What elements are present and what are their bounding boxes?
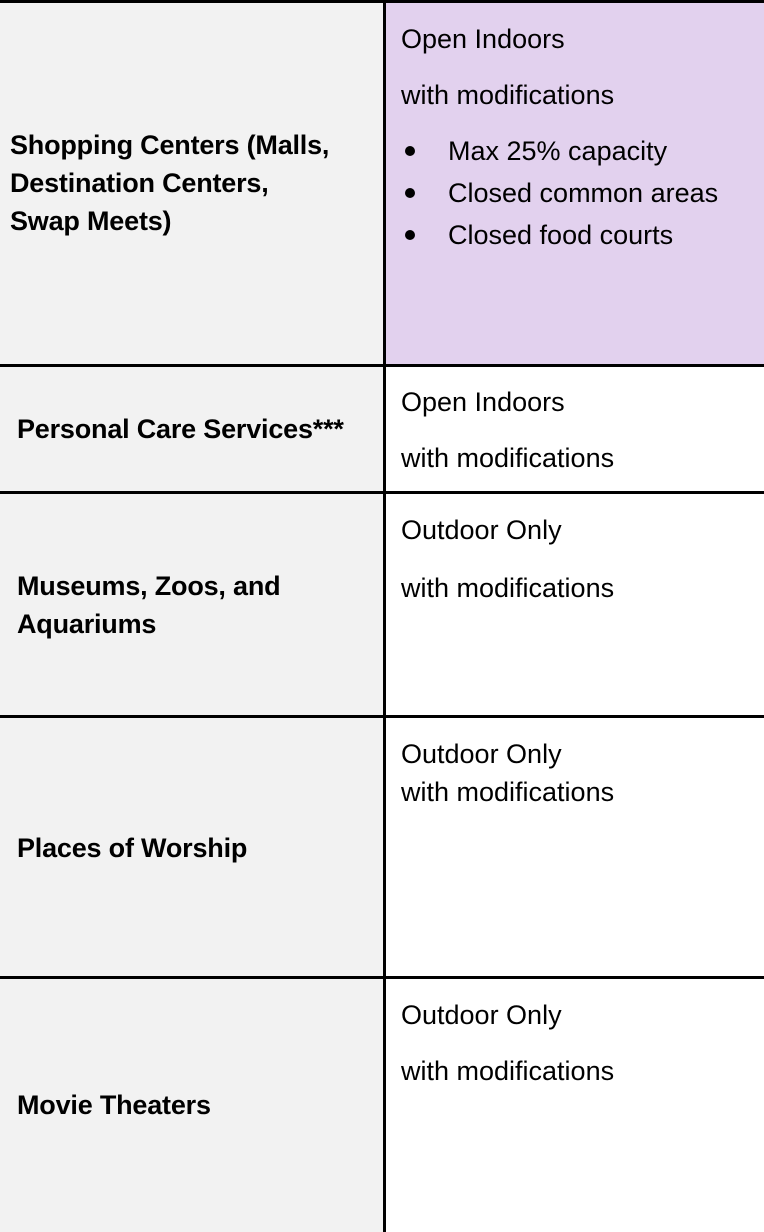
status-cell xyxy=(386,717,764,978)
activity-name-line: Museums, Zoos, and xyxy=(17,571,281,601)
list-item xyxy=(401,172,718,214)
activity-name: Movie Theaters xyxy=(17,1090,211,1120)
restriction-text: Closed food courts xyxy=(448,220,674,250)
row-divider xyxy=(0,715,764,718)
row-divider xyxy=(0,0,764,3)
table-row xyxy=(0,978,764,1232)
table-row xyxy=(0,493,764,717)
activity-name xyxy=(10,126,329,240)
activity-name-line: Swap Meets) xyxy=(10,205,172,236)
table-row xyxy=(0,365,764,493)
status-text: Outdoor Only xyxy=(401,739,562,769)
activity-name xyxy=(17,567,280,643)
table-row xyxy=(0,0,764,365)
status-text: Open Indoors xyxy=(401,387,565,417)
status-cell xyxy=(386,0,764,365)
status-text: Outdoor Only xyxy=(401,515,562,545)
activity-name-cell xyxy=(0,978,384,1232)
activity-name-cell xyxy=(0,365,384,493)
modifications-text: with modifications xyxy=(401,80,615,110)
table-row xyxy=(0,717,764,978)
row-divider xyxy=(0,491,764,494)
activity-name-line: Shopping Centers (Malls, xyxy=(10,129,330,160)
modifications-text: with modifications xyxy=(401,1056,615,1086)
modifications-text: with modifications xyxy=(401,443,615,473)
modifications-text: with modifications xyxy=(401,777,615,807)
bullet-icon xyxy=(405,230,415,240)
row-divider xyxy=(0,364,764,367)
activity-name: Personal Care Services*** xyxy=(17,414,344,444)
row-divider xyxy=(0,976,764,979)
activity-name: Places of Worship xyxy=(17,832,248,863)
status-text: Open Indoors xyxy=(401,24,565,54)
list-item xyxy=(401,214,718,256)
restriction-text: Closed common areas xyxy=(448,178,719,208)
modifications-text: with modifications xyxy=(401,573,615,603)
status-cell xyxy=(386,493,764,717)
activity-name-line: Aquariums xyxy=(17,609,157,639)
list-item xyxy=(401,130,718,172)
bullet-icon xyxy=(405,188,415,198)
status-cell xyxy=(386,365,764,493)
status-cell xyxy=(386,978,764,1232)
activity-name-cell xyxy=(0,717,384,978)
activity-name-line: Destination Centers, xyxy=(10,167,269,198)
restriction-text: Max 25% capacity xyxy=(448,136,668,166)
column-divider xyxy=(383,0,386,1232)
activity-name-cell xyxy=(0,493,384,717)
activity-name-cell xyxy=(0,0,384,365)
bullet-icon xyxy=(405,146,415,156)
restrictions-list xyxy=(401,130,718,256)
status-text: Outdoor Only xyxy=(401,1000,562,1030)
